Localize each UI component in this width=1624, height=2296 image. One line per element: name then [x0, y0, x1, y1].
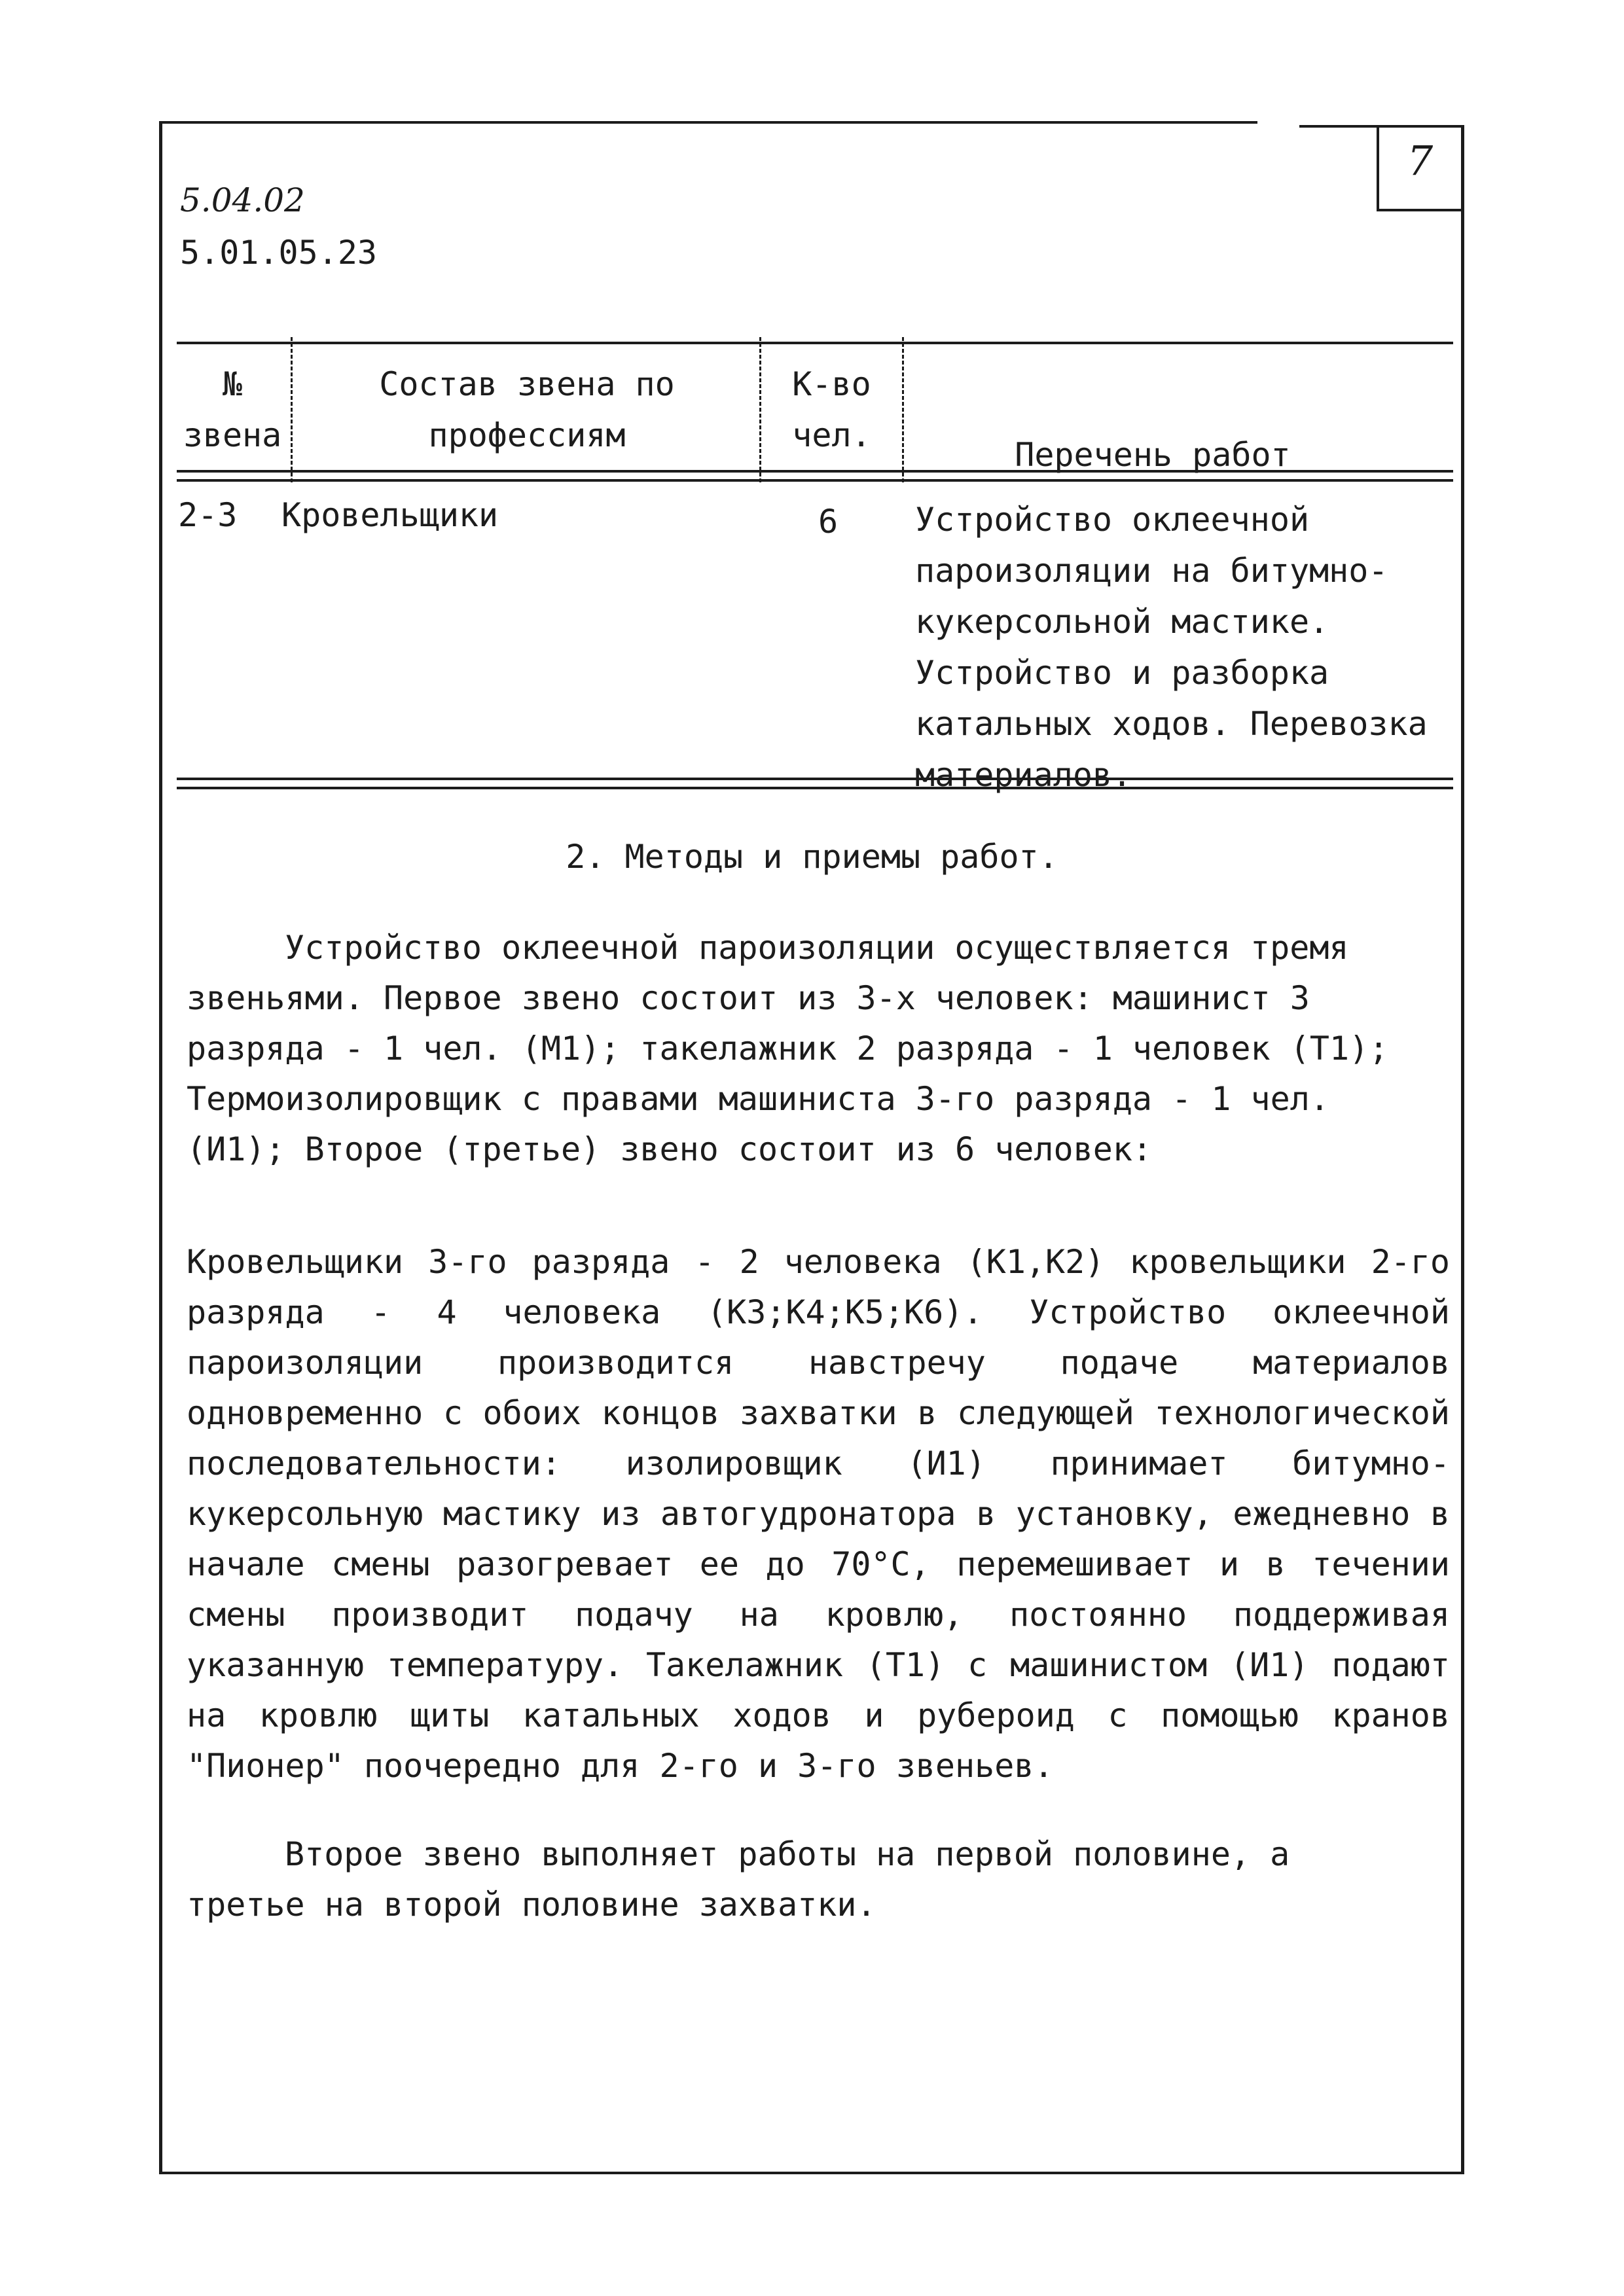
- frame-top-border: [159, 121, 1257, 124]
- table-header-count: [765, 359, 899, 461]
- table-column-divider-3: [902, 337, 904, 482]
- table-row-works: [915, 494, 1452, 800]
- code-handwritten: 5.04.02: [180, 181, 305, 219]
- frame-bottom-border: [159, 2172, 1464, 2174]
- table-header-composition: [298, 359, 756, 461]
- paragraph-2: Кровельщики 3-го разряда - 2 человека (К1,К2) кровельщики 2-го разряда - 4 человека (К3;К4;К5;К6). Устройство оклеечной пароизоляции производится навстречу подаче материалов одновременно с обоих концов захватки в следующей технологической последовательности: изолировщик (И1) принимает битумно-кукерсольную мастику из автогудронатора в установку, ежедневно в начале смены разогревает ее до 70°С, перемешивает и в течении смены производит подачу на кровлю, постоянно поддерживая указанную температуру. Такелажник (Т1) с машинистом (И1) подают на кровлю щиты катальных ходов и рубероид с помощью кранов "Пионер" поочередно для 2-го и 3-го звеньев.: [187, 1243, 1450, 1785]
- table-column-divider-1: [291, 337, 293, 482]
- table-row-works-1: Устройство оклеечной пароизоляции на битумно-кукерсольной мастике.: [915, 501, 1388, 641]
- table-row-works-2: Устройство и разборка катальных ходов.: [915, 654, 1329, 743]
- table-header-works-text: Перечень работ: [1015, 436, 1291, 474]
- table-top-rule: [177, 342, 1453, 344]
- code-typed: 5.01.05.23: [180, 234, 378, 272]
- paragraph-1: Устройство оклеечной пароизоляции осуществляется тремя звеньями. Первое звено состоит из 3-х человек: машинист 3 разряда - 1 чел. (М1); такелажник 2 разряда - 1 человек (Т1); Термоизолировщик с правами машиниста 3-го разряда - 1 чел. (И1); Второе (третье) звено состоит из 6 человек:: [187, 929, 1389, 1168]
- document-codes: [180, 174, 377, 279]
- table-row-works-3: Перевозка материалов.: [915, 705, 1428, 794]
- table-row-number: 2-3: [178, 496, 238, 534]
- table-column-divider-2: [759, 337, 761, 482]
- table-header-number: [177, 359, 288, 461]
- page-number-box: [1377, 128, 1461, 211]
- paragraph-3: Второе звено выполняет работы на первой половине, а третье на второй половине захватки.: [187, 1835, 1290, 1924]
- table-header-works: [975, 378, 1291, 480]
- table-header-composition-text: Состав звена по профессиям: [379, 365, 675, 454]
- table-header-count-text: К-во чел.: [792, 365, 871, 454]
- table-row-count: 6: [818, 503, 839, 541]
- table-header-number-text: № звена: [183, 365, 282, 454]
- frame-right-border: [1461, 128, 1464, 2173]
- section-title: 2. Методы и приемы работ.: [566, 838, 1058, 876]
- page-number: 7: [1407, 137, 1434, 185]
- table-row-composition: Кровельщики: [281, 496, 499, 534]
- frame-left-border: [159, 123, 162, 2173]
